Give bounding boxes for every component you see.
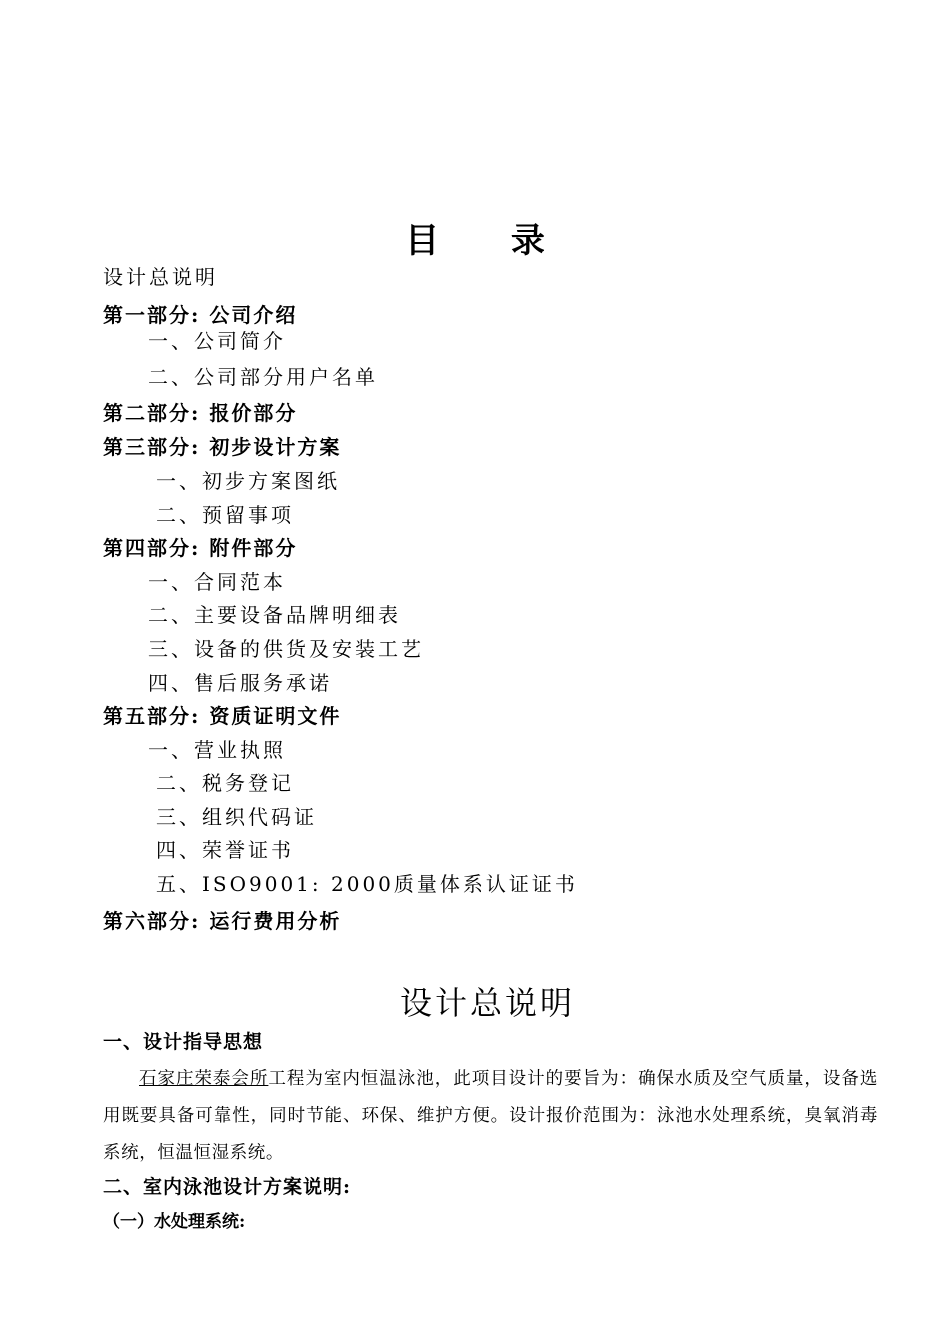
toc-intro: 设计总说明 [103,265,218,289]
toc-entry: 四、售后服务承诺 [148,671,332,695]
toc-title: 目 录 [405,221,575,261]
toc-entry: 四、荣誉证书 [156,838,294,862]
toc-entry: 第五部分: 资质证明文件 [103,704,342,728]
toc-entry: 二、主要设备品牌明细表 [148,603,401,627]
section-heading: 一、设计指导思想 [103,1031,264,1053]
toc-entry: 五、ISO9001: 2000质量体系认证证书 [156,872,578,896]
toc-entry: 二、税务登记 [156,771,294,795]
design-paragraph [103,1061,878,1172]
toc-entry: 三、设备的供货及安装工艺 [148,637,424,661]
toc-entry: 一、合同范本 [148,570,286,594]
toc-entry: 一、营业执照 [148,738,286,762]
project-name: 石家庄荣泰会所 [139,1069,269,1089]
toc-entry: 第一部分: 公司介绍 [103,303,298,327]
toc-entry: 第六部分: 运行费用分析 [103,909,342,933]
design-title: 设计总说明 [399,984,575,1022]
toc-entry: 第二部分: 报价部分 [103,401,298,425]
toc-entry: 三、组织代码证 [156,805,317,829]
toc-entry: 第四部分: 附件部分 [103,536,298,560]
toc-entry: 一、初步方案图纸 [156,469,340,493]
paragraph-text: 工程为室内恒温泳池，此项目设计的要旨为：确保水质及空气质量，设备选用既要具备可靠性，同时节能、环保、维护方便。设计报价范围为：泳池水处理系统，臭氧消毒系统，恒温恒湿系统。 [103,1069,878,1163]
toc-entry: 第三部分: 初步设计方案 [103,435,342,459]
subsection-heading: （一）水处理系统: [103,1212,246,1232]
toc-entry: 一、公司简介 [148,329,286,353]
section-heading: 二、室内泳池设计方案说明: [103,1176,352,1198]
toc-entry: 二、预留事项 [156,503,294,527]
toc-entry: 二、公司部分用户名单 [148,365,378,389]
